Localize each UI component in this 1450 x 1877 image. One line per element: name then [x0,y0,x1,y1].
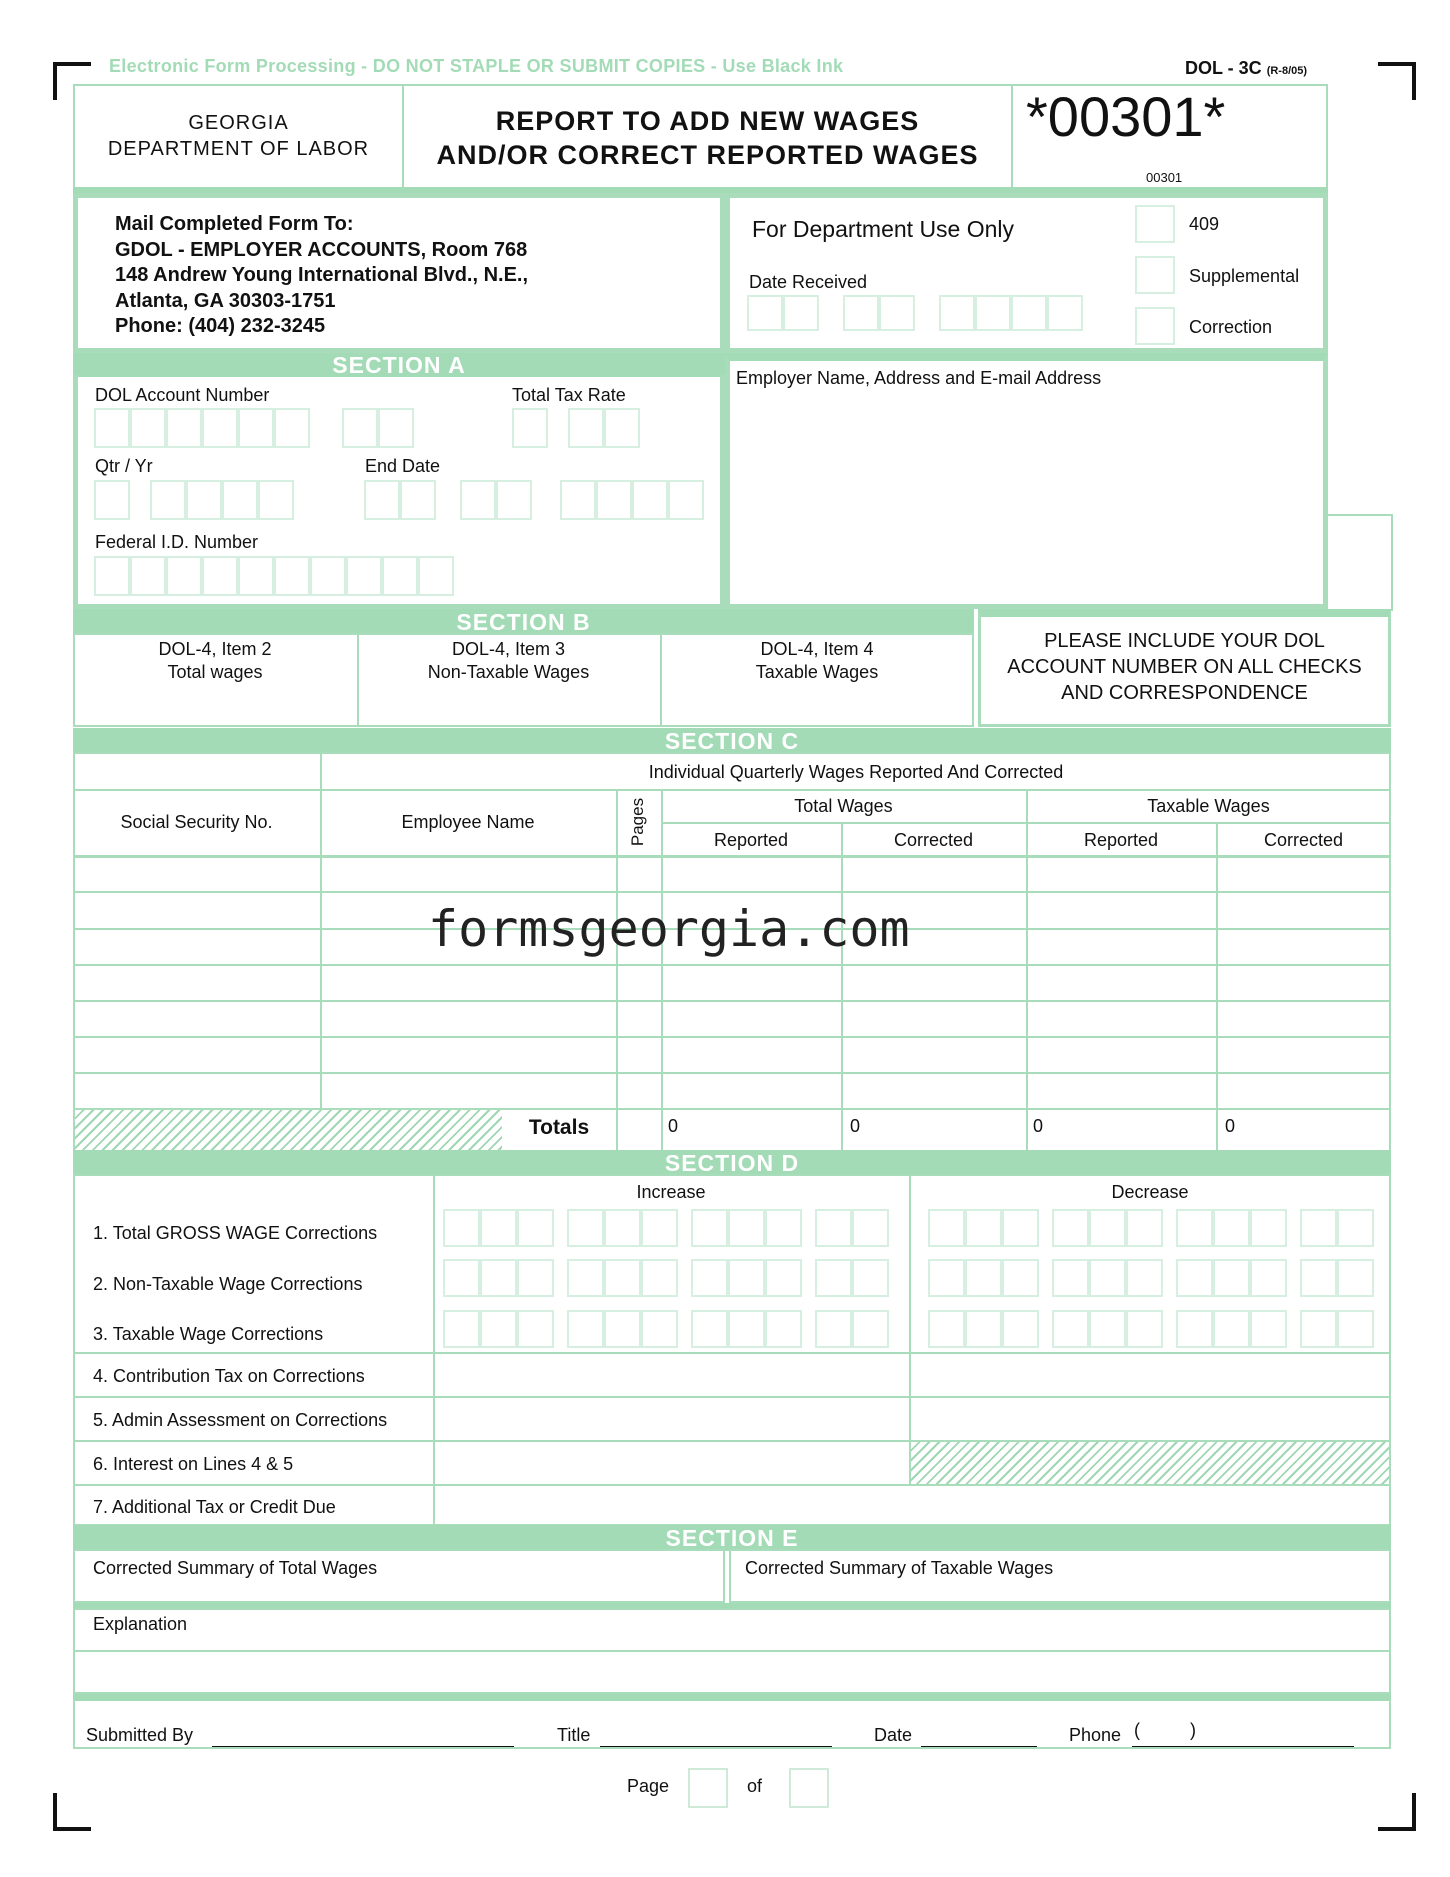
date-box [879,295,915,331]
section-d-rule [73,1352,1391,1354]
digit-box [238,408,274,448]
dol4-item3-line2: Non-Taxable Wages [427,662,590,682]
amount-digit-box [965,1209,1002,1247]
mail-to-line4: Atlanta, GA 30303-1751 [115,289,336,312]
taxable-wages-corrected-total: 0 [1225,1116,1236,1136]
dol-notice-line2: ACCOUNT NUMBER ON ALL CHECKS [1007,656,1362,678]
corner-mark-bottom-right [1378,1793,1416,1831]
table-col-divider [841,822,843,1152]
agency-box [73,84,404,189]
table-row[interactable] [73,1036,1391,1038]
employer-info-label: Employer Name, Address and E-mail Address [736,368,1102,388]
digit-box [418,556,454,596]
digit-box [130,556,166,596]
section-d-row-7: 7. Additional Tax or Credit Due [93,1497,336,1517]
dol-notice-line3: AND CORRESPONDENCE [1061,682,1308,704]
digit-box [668,480,704,520]
federal-id-label: Federal I.D. Number [95,532,259,552]
amount-digit-box [517,1259,554,1297]
amount-digit-box [965,1310,1002,1348]
amount-digit-box [852,1259,889,1297]
date-box [1047,295,1083,331]
amount-digit-box [1002,1310,1039,1348]
dol4-item4-line1: DOL-4, Item 4 [760,639,874,659]
amount-digit-box [604,1209,641,1247]
amount-digit-box [517,1209,554,1247]
end-date-label: End Date [365,456,441,476]
amount-digit-box [1176,1310,1213,1348]
check-supplemental[interactable] [1135,256,1175,294]
decrease-header: Decrease [1111,1182,1189,1202]
amount-digit-box [604,1259,641,1297]
table-col-divider [1216,822,1218,1152]
date-box [1011,295,1047,331]
increase-header: Increase [636,1182,706,1202]
mail-to-line3: 148 Andrew Young International Blvd., N.E., [115,264,529,286]
dol-account-input[interactable] [94,408,414,448]
amount-digit-box [928,1259,965,1297]
section-e-header: SECTION E [73,1525,1391,1551]
qtr-yr-input[interactable] [94,480,304,520]
table-rule [73,855,1391,858]
amount-digit-box [852,1209,889,1247]
section-a-header: SECTION A [73,353,725,377]
digit-box [94,480,130,520]
digit-box [202,556,238,596]
table-col-divider [320,752,322,1110]
phone-label: Phone [1069,1725,1122,1745]
date-box [783,295,819,331]
digit-box [94,408,130,448]
total-tax-rate-label: Total Tax Rate [512,385,626,405]
amount-digit-box [1176,1209,1213,1247]
amount-digit-box [443,1209,480,1247]
amount-digit-box [641,1209,678,1247]
amount-digit-box [852,1310,889,1348]
amount-digit-box [1089,1310,1126,1348]
table-row[interactable] [73,964,1391,966]
dol4-item2-line2: Total wages [167,662,263,682]
digit-box [364,480,400,520]
dol-notice-line1: PLEASE INCLUDE YOUR DOL [1044,630,1325,652]
barcode-number: 00301 [1146,170,1183,185]
amount-digit-box [1126,1209,1163,1247]
digit-box [596,480,632,520]
total-wages-header: Total Wages [794,796,893,816]
of-label: of [747,1776,763,1796]
digit-box [512,408,548,448]
digit-box [186,480,222,520]
dol4-item4-line2: Taxable Wages [755,662,879,682]
pages-header: Pages [628,797,647,847]
total-wages-reported-total: 0 [668,1116,679,1136]
end-date-input[interactable] [364,480,709,520]
digit-box [150,480,186,520]
digit-box [258,480,294,520]
check-correction-label: Correction [1189,317,1273,337]
digit-box [202,408,238,448]
digit-box [460,480,496,520]
amount-digit-box [1300,1209,1337,1247]
digit-box [400,480,436,520]
amount-digit-box [1052,1310,1089,1348]
section-d-header: SECTION D [73,1150,1391,1176]
digit-box [166,408,202,448]
amount-digit-box [443,1259,480,1297]
digit-box [166,556,202,596]
taxable-wages-corrected-header: Corrected [1263,830,1344,850]
amount-digit-box [1213,1209,1250,1247]
amount-digit-box [965,1259,1002,1297]
amount-digit-box [443,1310,480,1348]
date-label: Date [874,1725,913,1745]
dol4-item3-line1: DOL-4, Item 3 [451,639,566,659]
form-title-line2: AND/OR CORRECT REPORTED WAGES [436,140,979,170]
amount-digit-box [1300,1310,1337,1348]
date-box [975,295,1011,331]
form-id [1185,58,1307,79]
section-d-row-1: 1. Total GROSS WAGE Corrections [93,1223,378,1243]
processing-notice: Electronic Form Processing - DO NOT STAPLE OR SUBMIT COPIES - Use Black Ink [109,56,844,76]
digit-box [274,556,310,596]
mail-to-line5: Phone: (404) 232-3245 [115,315,326,337]
amount-digit-box [1213,1259,1250,1297]
federal-id-input[interactable] [94,556,458,596]
table-row[interactable] [73,891,1391,893]
form-title-line1: REPORT TO ADD NEW WAGES [495,106,920,136]
amount-digit-box [928,1209,965,1247]
amount-digit-box [1126,1259,1163,1297]
amount-digit-box [480,1259,517,1297]
totals-label: Totals [528,1116,590,1139]
digit-box [222,480,258,520]
corner-mark-bottom-left [53,1793,91,1831]
check-correction[interactable] [1135,307,1175,345]
dol4-item2-line1: DOL-4, Item 2 [158,639,272,659]
department-use-title: For Department Use Only [752,216,1015,242]
barcode-text: *00301* [1026,85,1226,148]
qtr-yr-label: Qtr / Yr [95,456,153,476]
section-d-row-6: 6. Interest on Lines 4 & 5 [93,1454,294,1474]
section-d-rule [73,1484,1391,1486]
page-number-box[interactable] [688,1768,728,1808]
digit-box [604,408,640,448]
total-summary-label: Corrected Summary of Total Wages [93,1558,378,1578]
check-409[interactable] [1135,205,1175,243]
digit-box [274,408,310,448]
amount-digit-box [1052,1259,1089,1297]
amount-digit-box [928,1310,965,1348]
digit-box [496,480,532,520]
digit-box [560,480,596,520]
mail-to-line2: GDOL - EMPLOYER ACCOUNTS, Room 768 [115,238,528,261]
mail-to-address [115,212,528,340]
digit-box [238,556,274,596]
date-box [843,295,879,331]
dol-notice [978,628,1391,706]
amount-digit-box [1176,1259,1213,1297]
corner-mark-top-right [1378,62,1416,100]
section-d-row-4: 4. Contribution Tax on Corrections [93,1366,365,1386]
amount-digit-box [765,1310,802,1348]
submitted-by-line[interactable] [212,1746,514,1747]
watermark: formsgeorgia.com [428,900,910,958]
amount-digit-box [728,1310,765,1348]
amount-digit-box [1213,1310,1250,1348]
taxable-summary-label: Corrected Summary of Taxable Wages [745,1558,1054,1578]
total-wages-corrected-total: 0 [850,1116,861,1136]
amount-digit-box [641,1259,678,1297]
employee-name-header: Employee Name [401,812,535,832]
amount-digit-box [691,1310,728,1348]
taxable-wages-header: Taxable Wages [1147,796,1270,816]
section-d-row-2: 2. Non-Taxable Wage Corrections [93,1274,363,1294]
amount-digit-box [728,1209,765,1247]
section-c-header: SECTION C [73,728,1391,754]
amount-digit-box [517,1310,554,1348]
digit-box [346,556,382,596]
amount-digit-box [1052,1209,1089,1247]
digit-box [632,480,668,520]
section-c-subtitle: Individual Quarterly Wages Reported And Corrected [648,762,1064,782]
taxable-wages-reported-header: Reported [1083,830,1159,850]
amount-digit-box [480,1310,517,1348]
total-wages-reported-header: Reported [713,830,789,850]
interest-decrease-hatch [911,1442,1389,1484]
amount-digit-box [1250,1310,1287,1348]
amount-digit-box [765,1209,802,1247]
amount-digit-box [604,1310,641,1348]
totals-hatch [75,1110,502,1150]
taxable-wages-reported-total: 0 [1033,1116,1044,1136]
digit-box [130,408,166,448]
table-rule [73,789,1391,791]
amount-digit-box [567,1310,604,1348]
form-revision: (R-8/05) [1266,65,1308,77]
digit-box [342,408,378,448]
date-received-label: Date Received [749,272,868,292]
page-count-box[interactable] [789,1768,829,1808]
amount-digit-box [1337,1310,1374,1348]
amount-digit-box [567,1259,604,1297]
amount-digit-box [641,1310,678,1348]
digit-box [568,408,604,448]
date-received-boxes [747,295,1092,331]
agency-name-line2: DEPARTMENT OF LABOR [107,138,370,160]
amount-digit-box [691,1259,728,1297]
section-d-divider [433,1174,435,1526]
section-b-header: SECTION B [73,609,974,635]
amount-digit-box [1089,1259,1126,1297]
digit-box [382,556,418,596]
amount-digit-box [1250,1259,1287,1297]
amount-digit-box [1126,1310,1163,1348]
amount-digit-box [815,1209,852,1247]
employer-info-extension [1323,514,1393,611]
amount-digit-box [567,1209,604,1247]
amount-digit-box [728,1259,765,1297]
date-box [747,295,783,331]
section-d-rule [73,1396,1391,1398]
ssn-header: Social Security No. [120,812,273,832]
title-line[interactable] [600,1746,832,1747]
explanation-label: Explanation [93,1614,188,1634]
amount-digit-box [1002,1259,1039,1297]
total-wages-corrected-header: Corrected [893,830,974,850]
agency-name-line1: GEORGIA [188,112,289,134]
section-d-row-3: 3. Taxable Wage Corrections [93,1324,324,1344]
amount-digit-box [815,1259,852,1297]
page-label: Page [627,1776,670,1796]
digit-box [310,556,346,596]
check-409-label: 409 [1189,214,1220,234]
digit-box [378,408,414,448]
table-col-divider [616,789,618,1152]
amount-digit-box [480,1209,517,1247]
amount-digit-box [1089,1209,1126,1247]
table-row[interactable] [73,1000,1391,1002]
section-d-row-5: 5. Admin Assessment on Corrections [93,1410,388,1430]
dol-account-label: DOL Account Number [95,385,270,405]
submitted-by-label: Submitted By [86,1725,194,1745]
table-row[interactable] [73,1072,1391,1074]
explanation-rule [73,1650,1391,1652]
amount-digit-box [1337,1259,1374,1297]
amount-digit-box [815,1310,852,1348]
date-line[interactable] [921,1746,1037,1747]
mail-to-line1: Mail Completed Form To: [115,213,354,235]
form-id-text: DOL - 3C [1185,58,1262,78]
amount-digit-box [1250,1209,1287,1247]
phone-line[interactable] [1132,1746,1354,1747]
amount-digit-box [1337,1209,1374,1247]
date-box [939,295,975,331]
amount-digit-box [1002,1209,1039,1247]
total-tax-rate-input[interactable] [512,408,642,448]
digit-box [94,556,130,596]
amount-digit-box [691,1209,728,1247]
employer-info-box[interactable] [725,353,1328,609]
phone-area-code-parens: ( ) [1134,1720,1196,1740]
amount-digit-box [765,1259,802,1297]
amount-digit-box [1300,1259,1337,1297]
check-supplemental-label: Supplemental [1189,266,1300,286]
title-label: Title [557,1725,591,1745]
